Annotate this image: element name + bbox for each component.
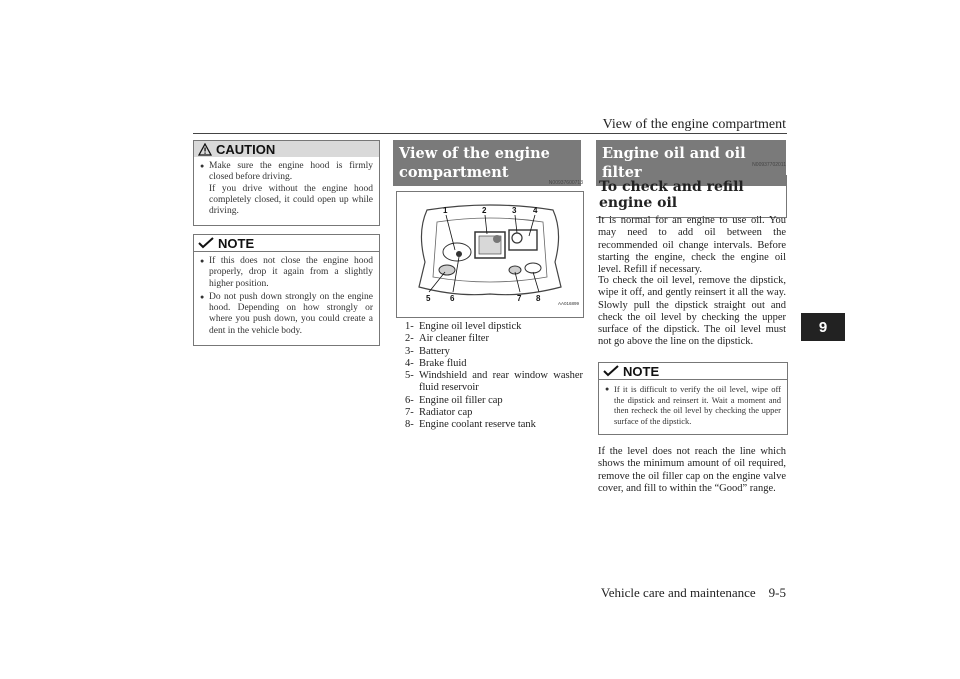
callout-label: 8: [536, 294, 541, 303]
note-header: [194, 235, 379, 252]
section-code: N00937600713: [548, 180, 583, 186]
caution-box: [193, 140, 380, 226]
chapter-tab: 9: [801, 313, 845, 341]
engine-diagram-image: [397, 192, 583, 317]
list-item-number: 4-: [405, 357, 414, 369]
list-item-text: Engine coolant reserve tank: [419, 419, 536, 431]
note-item: ● Do not push down strongly on the engine hood. Depending on how strongly or where you push down, you could create a dent in the vehicle body.: [200, 292, 373, 337]
list-item-text: Radiator cap: [419, 407, 473, 419]
footer-section: Vehicle care and maintenance: [600, 585, 756, 600]
list-item-number: 1-: [405, 321, 414, 332]
list-item-text: Windshield and rear window washer fluid reservoir: [419, 370, 583, 394]
caution-item: ● Make sure the engine hood is firmly closed before driving. If you drive without the engine hood completely closed, it could open up while driving.: [200, 161, 373, 217]
note-header: [599, 363, 787, 380]
note-box: [193, 234, 380, 346]
list-item-number: 6-: [405, 394, 414, 406]
section-code: N00937702011: [752, 162, 786, 168]
note-label: NOTE: [218, 235, 255, 251]
list-item-number: 5-: [405, 370, 414, 382]
oil-note-box: [598, 362, 788, 435]
list-item: [405, 333, 583, 345]
list-item-number: 2-: [405, 333, 414, 345]
warning-triangle-icon: [198, 143, 212, 156]
page-footer: [560, 585, 786, 601]
note-item: ● If this does not close the engine hood properly, drop it again from a slightly higher position.: [200, 256, 373, 290]
callout-label: 5: [426, 294, 431, 303]
caution-label: CAUTION: [216, 141, 276, 157]
pencil-check-icon: [603, 365, 619, 377]
list-item: [405, 321, 583, 333]
section-heading-engine-view: View of the engine compartment: [393, 140, 581, 186]
list-item-number: 8-: [405, 419, 414, 431]
list-item: [405, 358, 583, 370]
header-rule: [193, 133, 787, 134]
callout-label: 6: [450, 294, 455, 303]
callout-label: 2: [482, 206, 487, 215]
list-item-text: Brake fluid: [419, 357, 467, 369]
list-item: [405, 407, 583, 419]
note-item: ● If it is difficult to verify the oil level, wipe off the dipstick and reinsert it. Wait a moment and then recheck the oil level by checking the upper surface of the dipstick.: [605, 384, 781, 426]
list-item: [405, 419, 583, 431]
page-number: 9-5: [768, 585, 786, 600]
paragraph: It is normal for an engine to use oil. You may need to add oil between the recommended oil change intervals. Before starting the engine, check the engine oil level. Refill if necessary.: [598, 215, 786, 276]
paragraph: To check the oil level, remove the dipstick, wipe it off, and gently reinsert it all the way. Slowly pull the dipstick straight out and check the oil level by checking the upper surface of the dipstick. The oil level must not go above the line on the dipstick.: [598, 275, 786, 348]
subsection-heading: To check and refill engine oil: [596, 175, 787, 218]
list-item-text: Battery: [419, 345, 450, 357]
callout-label: 3: [512, 206, 517, 215]
engine-compartment-figure: [396, 191, 584, 318]
list-item-number: 7-: [405, 407, 414, 419]
callout-label: 1: [443, 206, 448, 215]
component-list: [405, 321, 583, 432]
list-item-text: Engine oil level dipstick: [419, 321, 522, 332]
list-item: [405, 370, 583, 395]
caution-header: [194, 141, 379, 157]
figure-code: AA016899: [557, 301, 579, 306]
list-item: [405, 395, 583, 407]
list-item-text: Air cleaner filter: [419, 333, 489, 345]
list-item-text: Engine oil filler cap: [419, 394, 503, 406]
note-label: NOTE: [623, 363, 660, 379]
list-item-number: 3-: [405, 345, 414, 357]
pencil-check-icon: [198, 237, 214, 249]
list-item: [405, 346, 583, 358]
page-header-title: View of the engine compartment: [602, 117, 786, 132]
paragraph: If the level does not reach the line which shows the minimum amount of oil required, remove the oil filler cap on the engine valve cover, and fill to within the “Good” range.: [598, 446, 786, 494]
callout-label: 4: [533, 206, 538, 215]
callout-label: 7: [517, 294, 522, 303]
section-heading-engine-oil: Engine oil and oil filter: [596, 140, 786, 186]
